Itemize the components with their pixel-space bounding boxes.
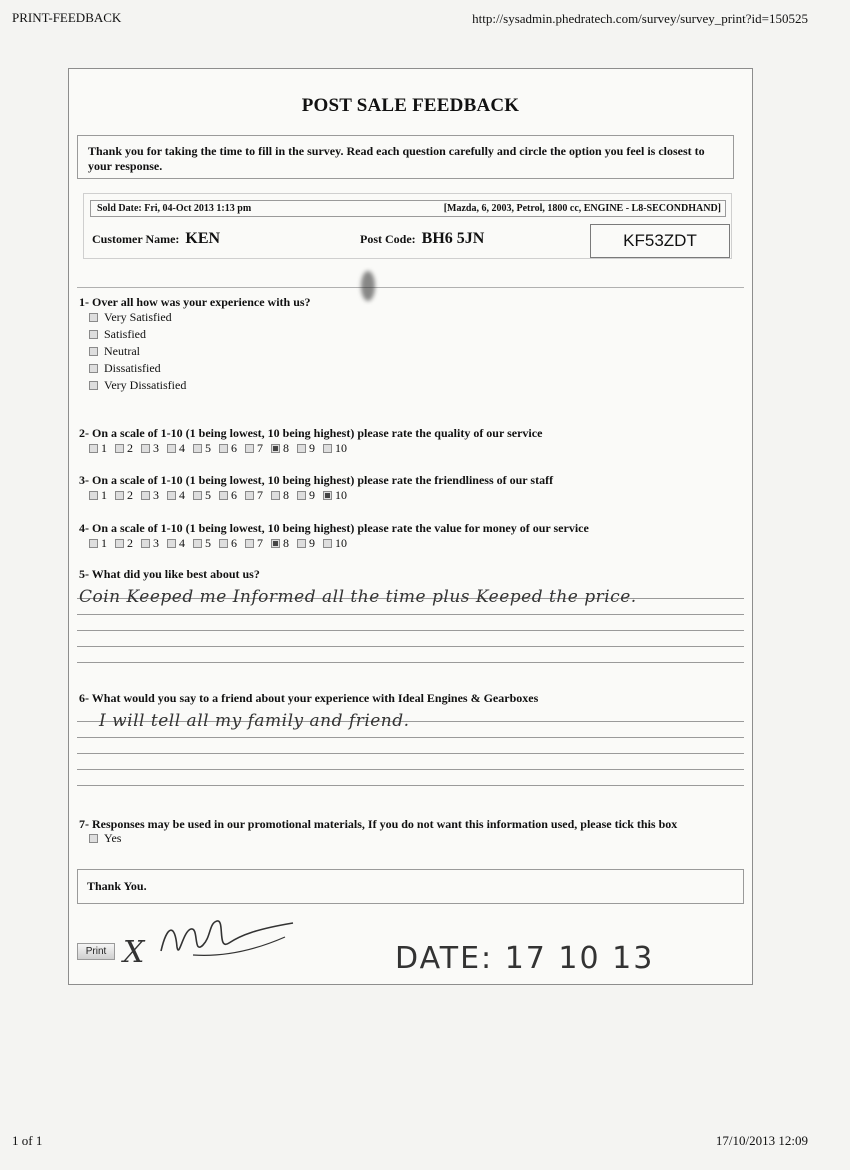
question-4: 4- On a scale of 1-10 (1 being lowest, 10 being highest) please rate the value for money of our service: [79, 521, 589, 535]
postcode-field: [360, 230, 484, 248]
question-2: 2- On a scale of 1-10 (1 being lowest, 10 being highest) please rate the quality of our service: [79, 426, 543, 440]
checkbox[interactable]: [297, 539, 306, 548]
scale-option-7[interactable]: 7: [245, 536, 263, 551]
scale-option-6[interactable]: 6: [219, 488, 237, 503]
scale-option-8[interactable]: 8: [271, 441, 289, 456]
checkbox[interactable]: [323, 539, 332, 548]
checkbox[interactable]: [89, 491, 98, 500]
scale-option-10[interactable]: 10: [323, 536, 347, 551]
checkbox[interactable]: [245, 444, 254, 453]
form-title: POST SALE FEEDBACK: [301, 95, 520, 116]
intro-text: Thank you for taking the time to fill in the survey. Read each question carefully and circle the option you feel is closest to your response.: [77, 135, 734, 179]
checkbox[interactable]: [271, 491, 280, 500]
checkbox[interactable]: [89, 834, 98, 843]
print-timestamp: 17/10/2013 12:09: [715, 1133, 808, 1148]
thank-you-box: Thank You.: [77, 869, 744, 904]
checkbox[interactable]: [219, 491, 228, 500]
section-divider: [77, 287, 744, 288]
checkbox[interactable]: [89, 330, 98, 339]
checkbox[interactable]: [115, 539, 124, 548]
scale-option-7[interactable]: 7: [245, 441, 263, 456]
feedback-form: [68, 68, 753, 985]
option-very-satisfied[interactable]: Very Satisfied: [89, 309, 186, 326]
scale-option-5[interactable]: 5: [193, 441, 211, 456]
checkbox[interactable]: [193, 491, 202, 500]
checkbox[interactable]: [271, 444, 280, 453]
scale-option-1[interactable]: 1: [89, 536, 107, 551]
question-3: 3- On a scale of 1-10 (1 being lowest, 10 being highest) please rate the friendliness of our staff: [79, 473, 554, 487]
checkbox[interactable]: [245, 539, 254, 548]
checkbox[interactable]: [323, 491, 332, 500]
vehicle-description: [Mazda, 6, 2003, Petrol, 1800 cc, ENGINE - L8-SECONDHAND]: [443, 203, 721, 214]
print-page-label: PRINT-FEEDBACK: [12, 10, 122, 25]
question-7-options: [89, 830, 121, 847]
question-6: 6- What would you say to a friend about your experience with Ideal Engines & Gearboxes: [79, 691, 539, 705]
sold-date: Sold Date: Fri, 04-Oct 2013 1:13 pm: [97, 203, 252, 214]
scale-option-5[interactable]: 5: [193, 536, 211, 551]
scale-option-8[interactable]: 8: [271, 536, 289, 551]
checkbox[interactable]: [167, 491, 176, 500]
scale-option-9[interactable]: 9: [297, 536, 315, 551]
signature-scribble: [153, 915, 303, 965]
checkbox[interactable]: [193, 444, 202, 453]
sold-row: [90, 200, 726, 217]
scale-option-4[interactable]: 4: [167, 536, 185, 551]
question-5: 5- What did you like best about us?: [79, 567, 260, 581]
customer-name-value: KEN: [185, 230, 221, 247]
scale-option-3[interactable]: 3: [141, 441, 159, 456]
customer-name-label: Customer Name:: [92, 232, 180, 246]
checkbox[interactable]: [193, 539, 202, 548]
checkbox[interactable]: [89, 347, 98, 356]
scale-option-2[interactable]: 2: [115, 441, 133, 456]
question-4-scale: [89, 536, 355, 551]
scale-option-2[interactable]: 2: [115, 536, 133, 551]
checkbox[interactable]: [323, 444, 332, 453]
registration-plate: KF53ZDT: [590, 224, 730, 258]
checkbox[interactable]: [297, 491, 306, 500]
checkbox[interactable]: [245, 491, 254, 500]
scale-option-6[interactable]: 6: [219, 536, 237, 551]
option-dissatisfied[interactable]: Dissatisfied: [89, 360, 186, 377]
checkbox[interactable]: [115, 491, 124, 500]
print-button[interactable]: Print: [77, 943, 115, 960]
scale-option-2[interactable]: 2: [115, 488, 133, 503]
checkbox[interactable]: [297, 444, 306, 453]
question-7: 7- Responses may be used in our promotional materials, If you do not want this information used, please tick this box: [79, 817, 678, 831]
checkbox[interactable]: [167, 539, 176, 548]
checkbox[interactable]: [219, 539, 228, 548]
question-1: 1- Over all how was your experience with us?: [79, 295, 311, 309]
checkbox[interactable]: [167, 444, 176, 453]
scale-option-1[interactable]: 1: [89, 441, 107, 456]
checkbox[interactable]: [89, 539, 98, 548]
checkbox[interactable]: [141, 491, 150, 500]
scale-option-10[interactable]: 10: [323, 441, 347, 456]
checkbox[interactable]: [141, 444, 150, 453]
checkbox[interactable]: [219, 444, 228, 453]
scale-option-3[interactable]: 3: [141, 536, 159, 551]
page-count: 1 of 1: [12, 1133, 43, 1148]
question-3-scale: [89, 488, 355, 503]
checkbox[interactable]: [89, 364, 98, 373]
order-info-box: [83, 193, 732, 259]
option-satisfied[interactable]: Satisfied: [89, 326, 186, 343]
scale-option-9[interactable]: 9: [297, 488, 315, 503]
scale-option-1[interactable]: 1: [89, 488, 107, 503]
scale-option-7[interactable]: 7: [245, 488, 263, 503]
question-2-scale: [89, 441, 355, 456]
option-yes[interactable]: Yes: [89, 830, 121, 847]
scale-option-5[interactable]: 5: [193, 488, 211, 503]
question-6-answer: I will tell all my family and friend.: [99, 711, 410, 731]
scale-option-8[interactable]: 8: [271, 488, 289, 503]
ink-smudge: [361, 271, 375, 301]
scale-option-4[interactable]: 4: [167, 488, 185, 503]
postcode-label: Post Code:: [360, 232, 416, 246]
checkbox[interactable]: [141, 539, 150, 548]
checkbox[interactable]: [115, 444, 124, 453]
scale-option-6[interactable]: 6: [219, 441, 237, 456]
checkbox[interactable]: [271, 539, 280, 548]
option-very-dissatisfied[interactable]: Very Dissatisfied: [89, 377, 186, 394]
option-neutral[interactable]: Neutral: [89, 343, 186, 360]
scale-option-9[interactable]: 9: [297, 441, 315, 456]
customer-name-field: [92, 230, 220, 248]
signature-mark: X: [123, 935, 145, 970]
checkbox[interactable]: [89, 313, 98, 322]
scale-option-3[interactable]: 3: [141, 488, 159, 503]
question-1-options: [89, 309, 186, 394]
handwritten-date: DATE: 17 10 13: [395, 941, 655, 976]
scale-option-4[interactable]: 4: [167, 441, 185, 456]
scale-option-10[interactable]: 10: [323, 488, 347, 503]
page-url: http://sysadmin.phedratech.com/survey/survey_print?id=150525: [472, 11, 808, 26]
question-5-answer: Coin Keeped me Informed all the time plus Keeped the price.: [79, 587, 637, 607]
checkbox[interactable]: [89, 444, 98, 453]
postcode-value: BH6 5JN: [421, 230, 485, 247]
checkbox[interactable]: [89, 381, 98, 390]
